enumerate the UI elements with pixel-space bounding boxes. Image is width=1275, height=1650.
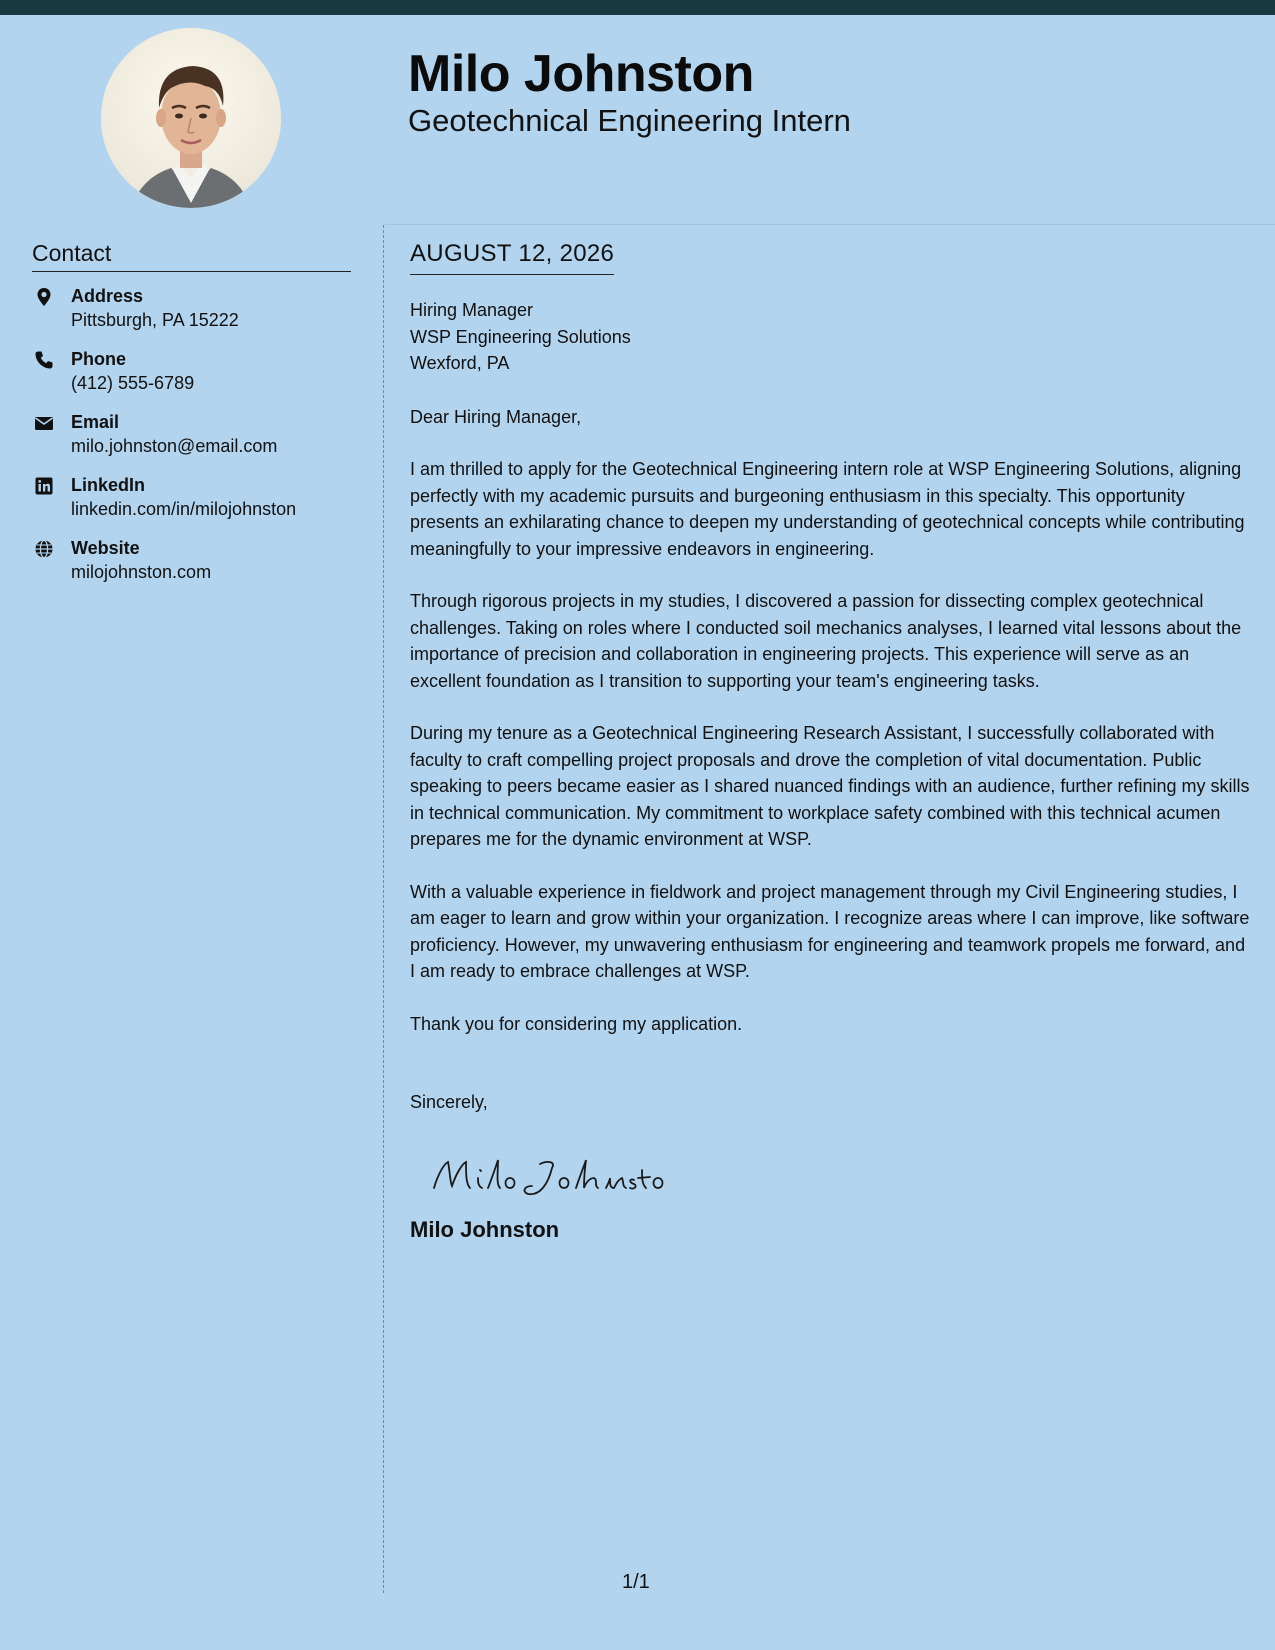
linkedin-icon: [34, 476, 54, 496]
contact-label: Address: [71, 286, 144, 306]
recipient-line: WSP Engineering Solutions: [410, 326, 631, 347]
contact-value: (412) 555-6789: [71, 373, 195, 393]
handwritten-signature: [428, 1144, 668, 1204]
salutation: Dear Hiring Manager,: [410, 406, 582, 427]
contact-item-email: [32, 410, 362, 473]
top-bar: [0, 0, 1275, 15]
signature: [428, 1144, 1255, 1204]
paragraph: During my tenure as a Geotechnical Engineering Research Assistant, I successfully collaborated with faculty to craft compelling project proposals and drove the completion of vital documentation. Public speaking to peers became easier as I shared nuanced findings with an audience, further refining my skills in technical communication. My commitment to workplace safety combined with this technical acumen prepares me for the dynamic environment at WSP.: [410, 723, 1250, 849]
envelope-icon: [34, 413, 54, 433]
paragraph: Through rigorous projects in my studies, I discovered a passion for dissecting complex geotechnical challenges. Taking on roles where I conducted soil mechanics analyses, I learned vital lessons about the importance of precision and collaboration in engineering projects. This experience will serve as an excellent foundation as I transition to supporting your team's engineering tasks.: [410, 591, 1242, 691]
contact-value[interactable]: milojohnston.com: [71, 562, 212, 582]
contact-item-address: [32, 284, 362, 347]
contact-item-phone: [32, 347, 362, 410]
letter-date: AUGUST 12, 2026: [410, 240, 614, 275]
closing: Sincerely,: [410, 1092, 488, 1112]
avatar-illustration: [101, 28, 281, 208]
contact-label: Website: [71, 538, 140, 558]
profile-photo: [101, 28, 281, 208]
contact-item-linkedin: [32, 473, 362, 536]
job-title: Geotechnical Engineering Intern: [408, 103, 851, 138]
contact-value[interactable]: milo.johnston@email.com: [71, 436, 278, 456]
contact-heading: Contact: [32, 240, 351, 272]
contact-list: [32, 284, 362, 599]
contact-value: Pittsburgh, PA 15222: [71, 310, 239, 330]
paragraph: With a valuable experience in fieldwork and project management through my Civil Engineering studies, I am eager to learn and grow within your organization. I recognize areas where I can improve, like software proficiency. However, my unwavering enthusiasm for engineering and teamwork propels me forward, and I am ready to embrace challenges at WSP.: [410, 881, 1250, 981]
phone-icon: [34, 350, 54, 370]
paragraph: I am thrilled to apply for the Geotechnical Engineering intern role at WSP Engineering Solutions, aligning perfectly with my academic pursuits and burgeoning enthusiasm in this specialty. This opportunity presents an exhilarating chance to deepen my understanding of geotechnical concepts while contributing meaningfully to your impressive endeavors in engineering.: [410, 459, 1245, 559]
contact-label: Email: [71, 412, 120, 432]
contact-label: Phone: [71, 349, 127, 369]
contact-item-website: [32, 536, 362, 599]
recipient-block: [410, 297, 1255, 377]
column-divider: [383, 225, 384, 1593]
recipient-line: Wexford, PA: [410, 353, 510, 373]
contact-label: LinkedIn: [71, 475, 146, 495]
applicant-name: Milo Johnston: [408, 45, 754, 103]
globe-icon: [34, 539, 54, 559]
letter-body: [410, 240, 1255, 1243]
paragraph: Thank you for considering my application.: [410, 1013, 743, 1034]
recipient-line: Hiring Manager: [410, 300, 534, 320]
contact-value[interactable]: linkedin.com/in/milojohnston: [71, 499, 297, 519]
map-pin-icon: [34, 287, 54, 307]
header-divider: [385, 224, 1275, 225]
signer-name: Milo Johnston: [410, 1216, 560, 1242]
page-number: 1/1: [622, 1571, 650, 1593]
